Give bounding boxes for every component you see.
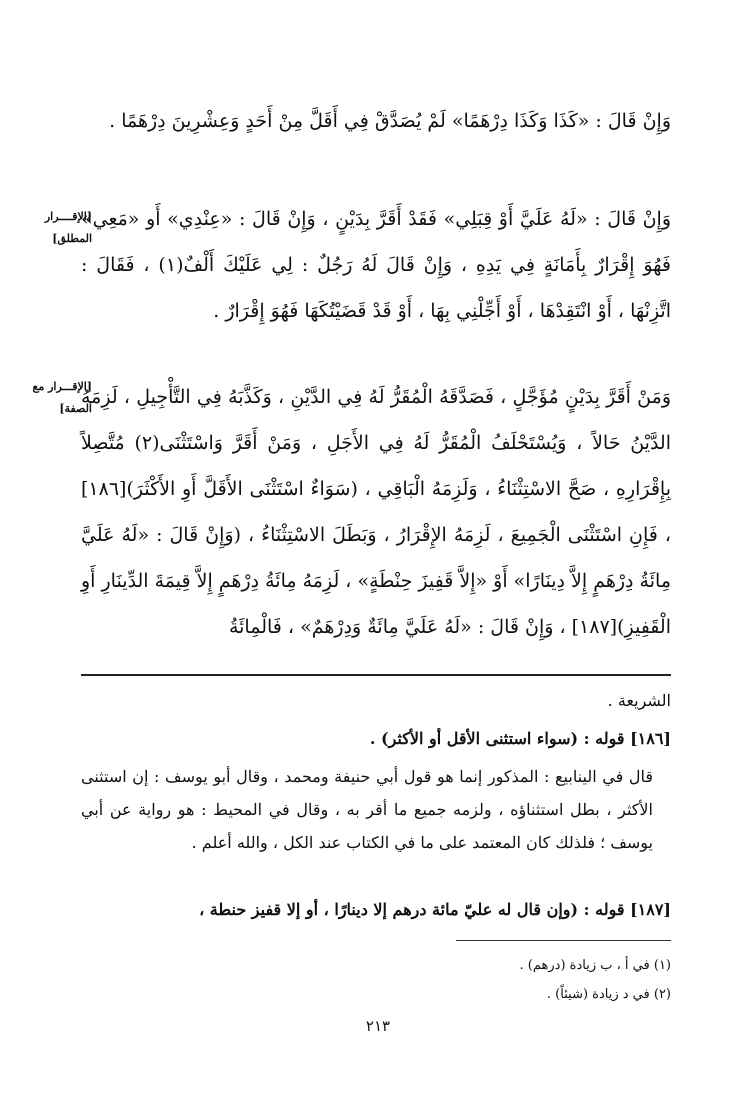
page-number: ٢١٣ xyxy=(365,1017,391,1035)
side-note-unconditional-acknowledgment: [الإقــــرار المطلق] xyxy=(44,210,92,245)
main-paragraph-1: وَإِنْ قَالَ : «كَذَا وَكَذَا دِرْهَمًا» لَمْ يُصَدَّقْ فِي أَقَلَّ مِنْ أَحَدٍ وَعِشْرِينَ دِرْهَمًا . xyxy=(109,110,671,132)
footnote-1: (١) في أ ، ب زيادة (درهم) . xyxy=(519,958,671,973)
commentary-continuation: الشريعة . xyxy=(607,691,671,710)
commentary-186-body: قال في الينابيع : المذكور إنما هو قول أبي حنيفة ومحمد ، وقال أبو يوسف : إن استثنى الأكثر ، بطل استثناؤه ، ولزمه جميع ما أقر به ، وقال في المحيط : هو رواية عن أبي يوسف ؛ فلذلك كان المعتمد على ما في الكتاب عند الكل ، والله أعلم . xyxy=(81,767,653,852)
commentary-186-heading: [١٨٦] قوله : (سواء استثنى الأقل أو الأكثر) . xyxy=(369,729,671,748)
side-note-acknowledgment-with-attribute: [الإقـــرار مع الصفة] xyxy=(32,380,92,415)
commentary-divider xyxy=(81,674,671,676)
main-paragraph-2: وَإِنْ قَالَ : «لَهُ عَلَيَّ أَوْ قِبَلِي» فَقَدْ أَقَرَّ بِدَيْنٍ ، وَإِنْ قَالَ : «عِنْدِي» أَو «مَعِي» فَهُوَ إِقْرَارٌ بِأَمَانَةٍ فِي يَدِهِ ، وَإِنْ قَالَ لَهُ رَجُلٌ : لِي عَلَيْكَ أَلْفٌ(١) ، فَقَالَ : اتَّزِنْهَا ، أَوْ انْتَقِدْهَا ، أَوْ أَجِّلْنِي بِهَا ، أَوْ قَدْ قَضَيْتُكَهَا فَهُوَ إِقْرَارٌ . xyxy=(81,208,671,322)
footnote-divider xyxy=(456,940,671,941)
commentary-187-heading: [١٨٧] قوله : (وإن قال له عليّ مائة درهم إلا دينارًا ، أو إلا قفيز حنطة ، xyxy=(199,900,671,919)
footnote-2: (٢) في د زيادة (شيئاً) . xyxy=(546,987,671,1002)
main-paragraph-3: وَمَنْ أَقَرَّ بِدَيْنٍ مُؤَجَّلٍ ، فَصَدَّقَهُ الْمُقَرُّ لَهُ فِي الدَّيْنِ ، وَكَذَّبَهُ فِي التَّأْجِيلِ ، لَزِمَهُ الدَّيْنُ حَالاً ، وَيُسْتَحْلَفُ الْمُقَرُّ لَهُ فِي الأَجَلِ ، وَمَنْ أَقَرَّ وَاسْتَثْنَى(٢) مُتَّصِلاً بِإِقْرَارِهِ ، صَحَّ الاسْتِثْنَاءُ ، وَلَزِمَهُ الْبَاقِي ، (سَوَاءٌ اسْتَثْنَى الأَقَلَّ أَوِ الأَكْثَرَ)[١٨٦] ، فَإِنِ اسْتَثْنَى الْجَمِيعَ ، لَزِمَهُ الإِقْرَارُ ، وَبَطَلَ الاسْتِثْنَاءُ ، (وَإِنْ قَالَ : «لَهُ عَلَيَّ مِائَةُ دِرْهَمٍ إِلاَّ دِينَارًا» أَوْ «إِلاَّ قَفِيزَ حِنْطَةٍ» ، لَزِمَهُ مِائَةُ دِرْهَمٍ إِلاَّ قِيمَةَ الدِّينَارِ أَوِ الْقَفِيزِ)[١٨٧] ، وَإِنْ قَالَ : «لَهُ عَلَيَّ مِائَةٌ وَدِرْهَمٌ» ، فَالْمِائَةُ xyxy=(81,386,671,638)
